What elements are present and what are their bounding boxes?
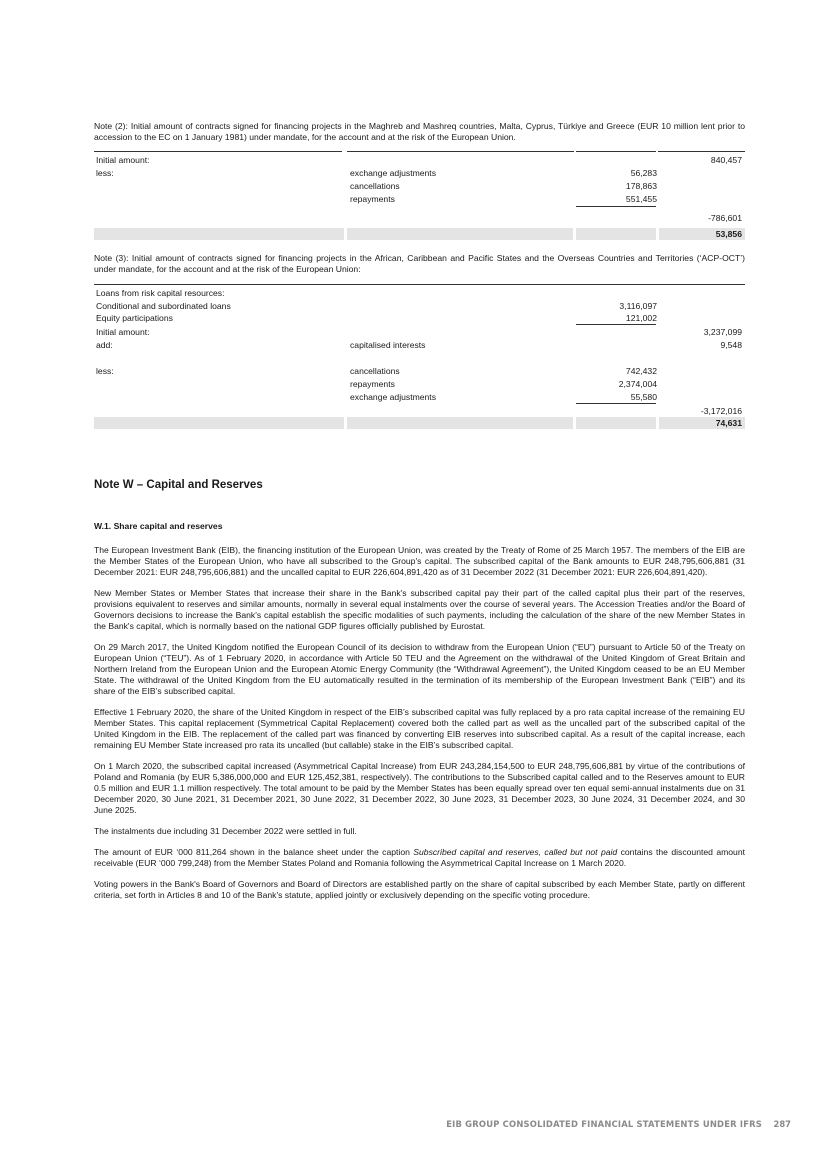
paragraph: New Member States or Member States that increase their share in the Bank's subscribed capital pay their part of the called capital plus their part of the reserves, provisions equivalent to reserves and similar amounts, normally in several equal instalments over the course of several years. The Accession Treaties and/or the Board of Governors decisions to increase the Bank's capital establish the specific modalities of such payments, including the calculation of the share of the new Member States in the Bank's capital, which is normally based on the national GDP figures officially published by Eurostat. xyxy=(94,588,745,631)
note-3-text: Note (3): Initial amount of contracts signed for financing projects in the African, Caribbean and Pacific States and the Overseas Countries and Territories (‘ACP-OCT’) under mandate, for the account and at the risk of the European Union: xyxy=(94,253,745,274)
paragraph: The amount of EUR ‘000 811,264 shown in the balance sheet under the caption Subscribed capital and reserves, called but not paid contains the discounted amount receivable (EUR ‘000 799,248) from the Member States Poland and Romania following the Asymmetrical Capital Increase on 1 March 2020. xyxy=(94,847,745,868)
table-row: exchange adjustments 55,580 xyxy=(350,392,657,402)
paragraph: The instalments due including 31 December 2022 were settled in full. xyxy=(94,826,357,836)
table-row: add: capitalised interests 9,548 xyxy=(96,340,742,350)
page-number: 287 xyxy=(773,1119,791,1129)
note-3-table xyxy=(94,284,745,444)
subsection-title: W.1. Share capital and reserves xyxy=(94,521,223,531)
table-row: Initial amount: 3,237,099 xyxy=(96,327,742,337)
table-row: cancellations 178,863 xyxy=(350,181,657,191)
table-row: Initial amount: 840,457 xyxy=(96,155,742,165)
table-row: Equity participations 121,002 xyxy=(96,313,657,323)
paragraph: Voting powers in the Bank's Board of Governors and Board of Directors are established partly on the share of capital subscribed by each Member State, partly on different criteria, set forth in Articles 8 and 10 of the Bank's statute, applied jointly or exclusively depending on the specific voting procedure. xyxy=(94,879,745,900)
table-row: repayments 551,455 xyxy=(350,194,657,204)
section-title: Note W – Capital and Reserves xyxy=(94,479,263,491)
paragraph: On 1 March 2020, the subscribed capital increased (Asymmetrical Capital Increase) from EUR 243,284,154,500 to EUR 248,795,606,881 by virtue of the contributions of Poland and Romania (by EUR 5,386,000,000 and EUR 125,452,381, respectively). The contributions to the Subscribed capital called and to the Reserves amount to EUR 0.5 million and EUR 1.1 million respectively. The total amount to be paid by the Member States has been equally spread over ten equal semi-annual instalments due on 31 December 2020, 30 June 2021, 31 December 2021, 30 June 2022, 31 December 2022, 30 June 2023, 31 December 2023, 30 June 2024, 31 December 2024, and 30 June 2025. xyxy=(94,761,745,815)
table-row: -3,172,016 xyxy=(700,406,742,416)
note-2-table xyxy=(94,151,745,263)
table-row: less: exchange adjustments 56,283 xyxy=(96,168,657,178)
paragraph: The European Investment Bank (EIB), the financing institution of the European Union, was created by the Treaty of Rome of 25 March 1957. The members of the EIB are the Member States of the European Union, who have all subscribed to the Group's capital. The subscribed capital of the Bank amounts to EUR 248,795,606,881 (31 December 2021: EUR 248,795,606,881) and the uncalled capital to EUR 226,604,891,420 as of 31 December 2022 (31 December 2021: EUR 226,604,891,420). xyxy=(94,545,745,577)
table-row: Loans from risk capital resources: xyxy=(96,288,225,298)
paragraph: On 29 March 2017, the United Kingdom notified the European Council of its decision to withdraw from the European Union (“EU”) pursuant to Article 50 of the Treaty on European Union (“TEU”). As of 1 February 2020, in accordance with Article 50 TEU and the Agreement on the withdrawal of the United Kingdom of Great Britain and Northern Ireland from the European Union and the European Atomic Energy Community (the “Withdrawal Agreement”), the United Kingdom ceased to be an EU Member State. The withdrawal of the United Kingdom from the EU automatically resulted in the termination of its membership of the European Investment Bank (“EIB”) and its share of the EIB’s subscribed capital. xyxy=(94,642,745,696)
section-body xyxy=(94,545,745,911)
paragraph: Effective 1 February 2020, the share of the United Kingdom in respect of the EIB’s subscribed capital was fully replaced by a pro rata capital increase of the remaining EU Member States. This capital replacement (Symmetrical Capital Replacement) covered both the called part as well as the uncalled part of the subscribed capital of the United Kingdom in the EIB. The replacement of the called part was financed by converting EIB reserves into subscribed capital. As a result of the capital increase, each remaining EU Member State increased pro rata its uncalled (but callable) stake in the EIB’s subscribed capital. xyxy=(94,707,745,750)
note-2-text: Note (2): Initial amount of contracts signed for financing projects in the Maghreb and Mashreq countries, Malta, Cyprus, Türkiye and Greece (EUR 10 million lent prior to accession to the EC on 1 January 1981) under mandate, for the account and at the risk of the European Union. xyxy=(94,121,745,142)
note-2-total: 53,856 xyxy=(715,229,742,239)
table-row: Conditional and subordinated loans 3,116,097 xyxy=(96,301,657,311)
notes-block xyxy=(94,121,745,444)
footer-title: EIB GROUP CONSOLIDATED FINANCIAL STATEMENTS UNDER IFRS xyxy=(446,1119,762,1129)
note-3-total: 74,631 xyxy=(715,418,742,428)
table-row: repayments 2,374,004 xyxy=(350,379,657,389)
table-row: -786,601 xyxy=(708,213,742,223)
table-row: less: cancellations 742,432 xyxy=(96,366,657,376)
